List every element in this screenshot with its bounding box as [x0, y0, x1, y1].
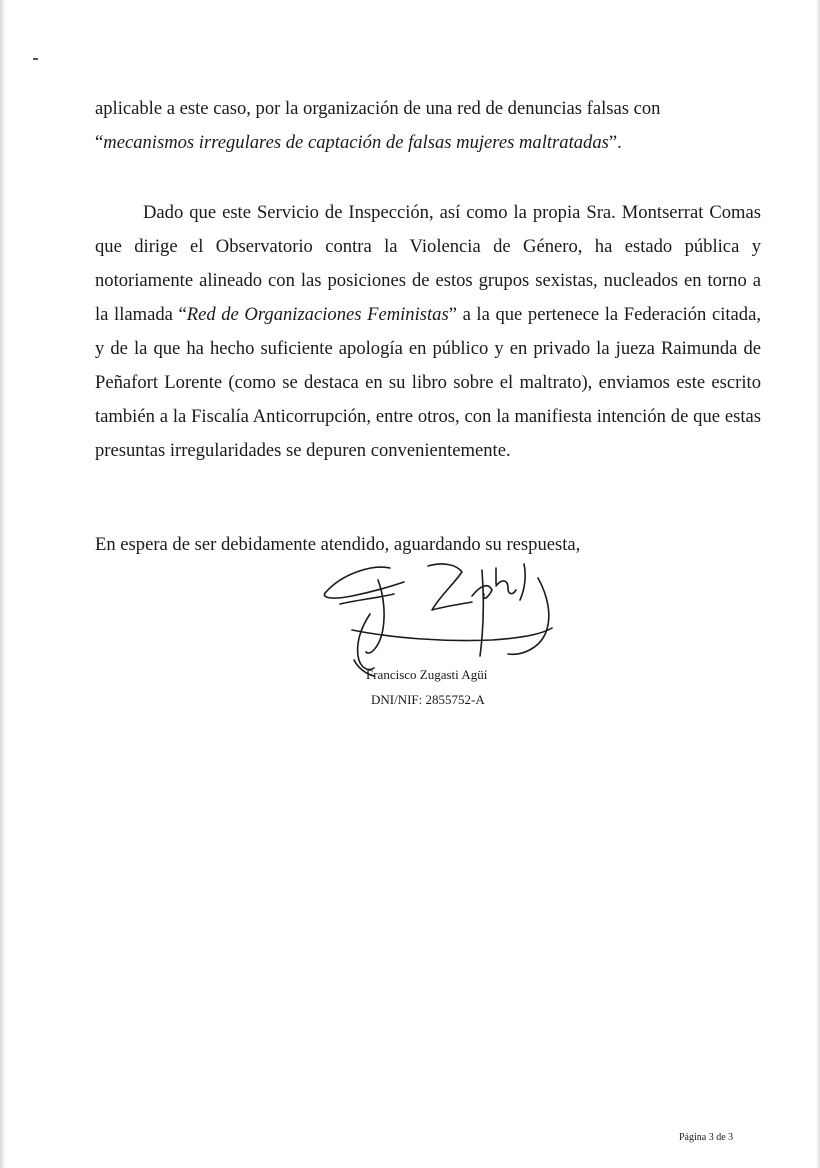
- paragraph-2-text-after: ” a la que pertenece la Federación citada, y de la que ha hecho suficiente apología en público y en privado la jueza Raimunda de Peñafort Lorente (como se destaca en su libro sobre el maltrato), enviamos este escrito también a la Fiscalía Anticorrupción, entre otros, con la manifiesta intención de que estas presuntas irregularidades se depuren convenientemente.: [95, 304, 761, 461]
- page-number: Página 3 de 3: [679, 1132, 734, 1143]
- quoted-phrase: mecanismos irregulares de captación de falsas mujeres maltratadas: [103, 132, 609, 153]
- paragraph-2: [95, 196, 761, 468]
- scan-speck: [33, 58, 38, 60]
- paragraph-1: [95, 92, 761, 160]
- quote-open-mark: “: [95, 132, 104, 153]
- paragraph-2-text-before: Dado que este Servicio de Inspección, así como la propia Sra. Montserrat Comas que dirige el Observatorio contra la Violencia de Género, ha estado pública y notoriamente alineado con las posiciones de estos grupos sexistas, nucleados en torno a la llamada “: [95, 202, 761, 325]
- scan-left-edge: [0, 0, 6, 1168]
- scan-right-edge: [816, 0, 820, 1168]
- quote-close-mark: ”.: [608, 132, 622, 153]
- closing-line: En espera de ser debidamente atendido, aguardando su respuesta,: [95, 534, 581, 555]
- signer-id: DNI/NIF: 2855752-A: [371, 692, 485, 707]
- paragraph-1-line-1: aplicable a este caso, por la organización de una red de denuncias falsas con: [95, 98, 661, 119]
- signer-name: Francisco Zugasti Agüí: [366, 667, 488, 682]
- paragraph-1-quote-line: [95, 126, 761, 160]
- organization-name: Red de Organizaciones Feministas: [186, 304, 449, 325]
